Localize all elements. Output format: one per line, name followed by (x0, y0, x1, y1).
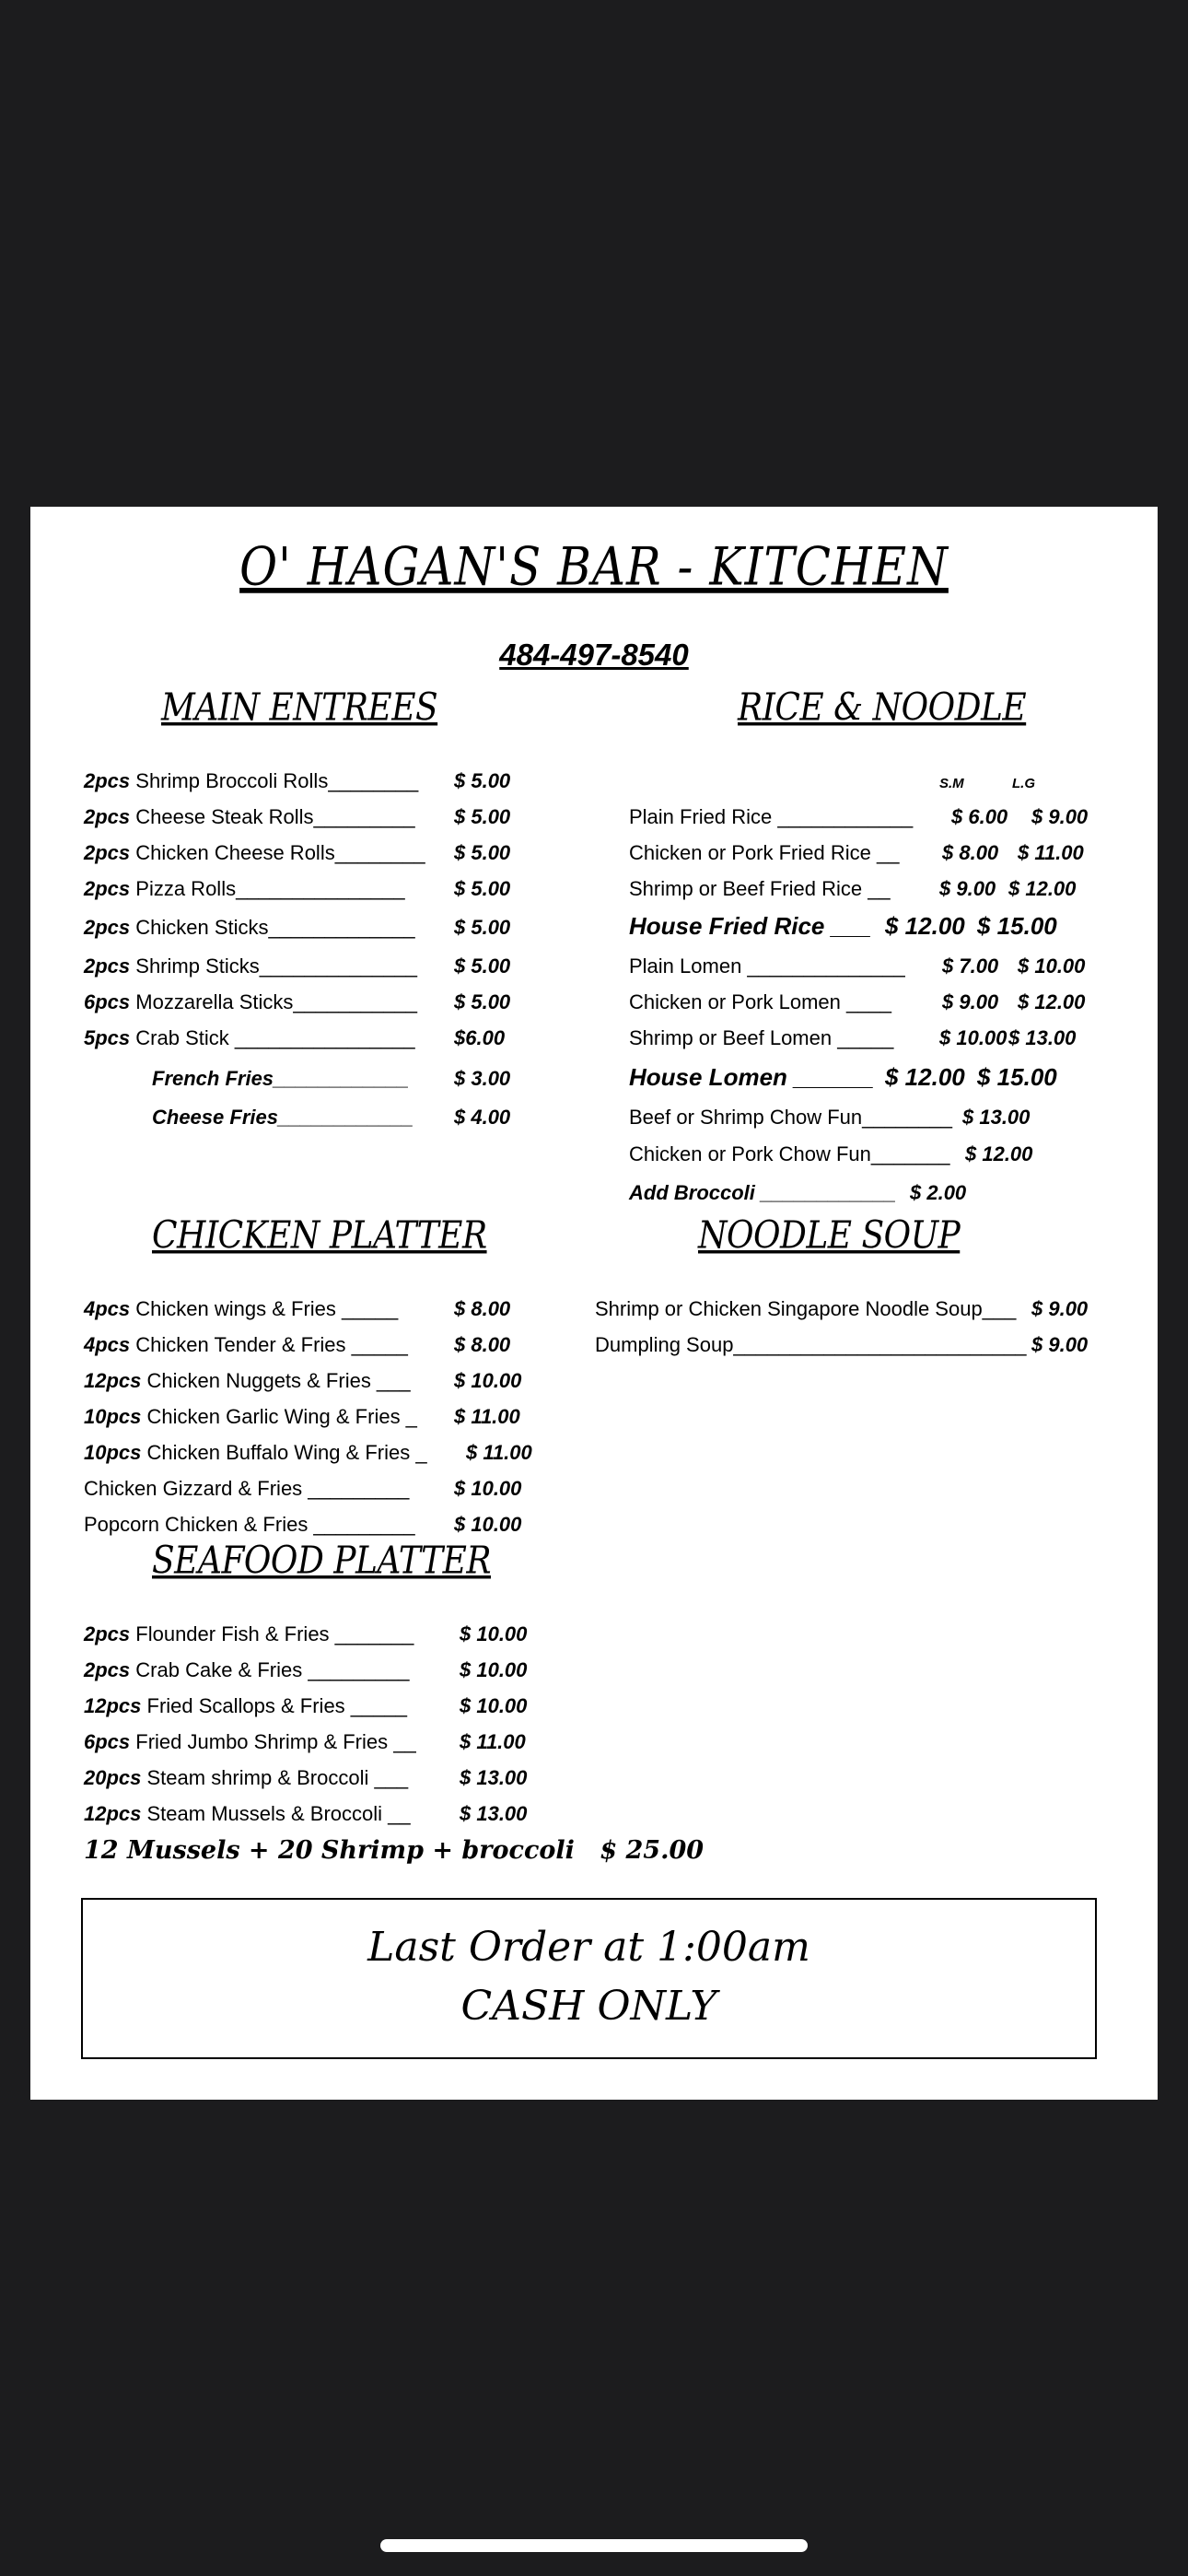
menu-item (84, 805, 511, 829)
item-price: $ 5.00 (454, 805, 511, 828)
item-price-small: $ 10.00 (939, 1026, 1007, 1049)
menu-item (84, 1622, 528, 1646)
item-name: Crab Stick ________________ (130, 1026, 415, 1049)
seafood-platter-heading: SEAFOOD PLATTER (152, 1539, 491, 1584)
menu-item (84, 877, 511, 901)
menu-item (629, 912, 1057, 940)
item-name: Steam shrimp & Broccoli ___ (141, 1766, 409, 1789)
menu-item (629, 1063, 1057, 1091)
item-price-small: $ 9.00 (942, 990, 999, 1013)
home-indicator[interactable] (380, 2539, 808, 2552)
item-qty: 20pcs (84, 1766, 142, 1789)
item-name: Shrimp Sticks______________ (130, 954, 418, 978)
item-name: Chicken Sticks_____________ (130, 916, 415, 939)
item-price: $ 13.00 (962, 1106, 1031, 1129)
rice-noodle-heading: RICE & NOODLE (738, 685, 1027, 731)
item-name: Chicken wings & Fries _____ (130, 1297, 399, 1320)
menu-item (84, 1026, 506, 1050)
item-price: $ 12.00 (965, 1142, 1033, 1165)
item-price-small: $ 6.00 (951, 805, 1008, 828)
item-qty: 5pcs (84, 1026, 131, 1049)
item-price: $ 8.00 (454, 1297, 511, 1320)
item-price-large: $ 10.00 (1018, 954, 1086, 978)
menu-item (595, 1297, 1089, 1321)
item-qty: 10pcs (84, 1441, 142, 1464)
item-name: Steam Mussels & Broccoli __ (141, 1802, 411, 1825)
combo-name: 12 Mussels + 20 Shrimp + broccoli (84, 1836, 575, 1865)
item-name: Shrimp Broccoli Rolls________ (130, 769, 419, 792)
menu-item (629, 805, 1089, 829)
menu-item (152, 1067, 511, 1091)
item-price-small: $ 7.00 (942, 954, 999, 978)
item-price: $ 5.00 (454, 769, 511, 792)
item-price: $ 9.00 (1031, 1333, 1089, 1356)
item-price: $ 4.00 (454, 1106, 511, 1129)
item-name: Chicken Nuggets & Fries ___ (141, 1369, 411, 1392)
menu-item (84, 1766, 528, 1790)
item-name: Crab Cake & Fries _________ (130, 1658, 410, 1681)
menu-item (84, 841, 511, 865)
item-name: Chicken Cheese Rolls________ (130, 841, 425, 864)
menu-item (84, 1405, 520, 1429)
item-name: House Fried Rice ___ (629, 912, 871, 940)
item-price: $ 11.00 (454, 1405, 520, 1428)
item-price: $ 10.00 (460, 1658, 528, 1681)
item-price: $ 11.00 (460, 1730, 526, 1753)
item-name: Shrimp or Beef Lomen _____ (629, 1026, 894, 1049)
size-large-label: L.G (1012, 776, 1035, 791)
item-name: Chicken or Pork Lomen ____ (629, 990, 891, 1013)
item-name: Chicken Buffalo Wing & Fries _ (141, 1441, 427, 1464)
item-name: Chicken Garlic Wing & Fries _ (141, 1405, 417, 1428)
item-price: $ 10.00 (454, 1477, 522, 1500)
menu-item (84, 990, 511, 1014)
item-price-small: $ 9.00 (939, 877, 996, 900)
menu-item (595, 1333, 1089, 1357)
menu-item (84, 1802, 528, 1826)
item-price: $ 10.00 (454, 1369, 522, 1392)
item-name: Popcorn Chicken & Fries _________ (84, 1513, 415, 1536)
item-price: $ 9.00 (1031, 1297, 1089, 1320)
item-qty: 2pcs (84, 954, 131, 978)
menu-item (84, 1477, 522, 1501)
item-name: Shrimp or Beef Fried Rice __ (629, 877, 891, 900)
item-name: Chicken or Pork Chow Fun_______ (629, 1142, 950, 1165)
footer-notice (81, 1898, 1097, 2059)
menu-item (629, 1181, 967, 1205)
item-qty: 6pcs (84, 990, 131, 1013)
item-price: $ 8.00 (454, 1333, 511, 1356)
item-price-large: $ 15.00 (977, 912, 1057, 940)
item-price: $ 13.00 (460, 1802, 528, 1825)
item-name: Fried Jumbo Shrimp & Fries __ (130, 1730, 416, 1753)
last-order-text: Last Order at 1:00am (367, 1924, 810, 1971)
item-price-large: $ 11.00 (1018, 841, 1084, 864)
menu-item (84, 769, 511, 793)
menu-item (84, 1441, 532, 1465)
item-name: Chicken Tender & Fries _____ (130, 1333, 408, 1356)
item-price: $ 10.00 (460, 1622, 528, 1645)
item-name: Cheese Steak Rolls_________ (130, 805, 415, 828)
item-price-large: $ 15.00 (977, 1063, 1057, 1091)
item-qty: 2pcs (84, 841, 131, 864)
item-qty: 2pcs (84, 916, 131, 939)
menu-item (84, 916, 511, 940)
item-price: $ 3.00 (454, 1067, 511, 1090)
item-name: Fried Scallops & Fries _____ (141, 1694, 407, 1717)
item-qty: 2pcs (84, 805, 131, 828)
item-qty: 12pcs (84, 1694, 142, 1717)
menu-item (629, 841, 1084, 865)
item-name: Mozzarella Sticks___________ (130, 990, 418, 1013)
size-small-label: S.M (939, 776, 964, 791)
item-price: $ 11.00 (466, 1441, 532, 1464)
menu-item (152, 1106, 511, 1130)
item-name: Chicken Gizzard & Fries _________ (84, 1477, 410, 1500)
item-price-large: $ 9.00 (1031, 805, 1089, 828)
item-price-small: $ 12.00 (885, 912, 965, 940)
menu-item (629, 954, 1086, 978)
menu-item (84, 1297, 511, 1321)
item-name: House Lomen ______ (629, 1063, 874, 1091)
item-price: $ 5.00 (454, 954, 511, 978)
item-qty: 2pcs (84, 1622, 131, 1645)
menu-item (84, 1694, 528, 1718)
item-price: $ 5.00 (454, 841, 511, 864)
menu-title: O' HAGAN'S BAR - KITCHEN (239, 535, 949, 598)
item-qty: 12pcs (84, 1802, 142, 1825)
menu-item (84, 954, 511, 978)
item-name: Add Broccoli ____________ (629, 1181, 896, 1204)
item-qty: 10pcs (84, 1405, 142, 1428)
item-name: Plain Lomen ______________ (629, 954, 905, 978)
item-qty: 2pcs (84, 769, 131, 792)
combo-price: $ 25.00 (600, 1836, 705, 1865)
item-price-small: $ 8.00 (942, 841, 999, 864)
menu-item (84, 1730, 526, 1754)
item-price: $ 2.00 (910, 1181, 967, 1204)
item-name: Chicken or Pork Fried Rice __ (629, 841, 900, 864)
combo-item (84, 1836, 704, 1865)
menu-item (629, 990, 1086, 1014)
menu-sheet (30, 507, 1158, 2100)
item-name: Plain Fried Rice ____________ (629, 805, 914, 828)
item-qty: 2pcs (84, 877, 131, 900)
cash-only-text: CASH ONLY (460, 1983, 717, 2030)
menu-item (84, 1513, 522, 1537)
item-price-large: $ 12.00 (1008, 877, 1077, 900)
item-qty: 4pcs (84, 1333, 131, 1356)
item-name: Shrimp or Chicken Singapore Noodle Soup___ (595, 1297, 1017, 1320)
main-entrees-heading: MAIN ENTREES (161, 685, 438, 731)
item-name: Pizza Rolls_______________ (130, 877, 405, 900)
item-price: $ 13.00 (460, 1766, 528, 1789)
item-name: Beef or Shrimp Chow Fun________ (629, 1106, 952, 1129)
phone-number: 484-497-8540 (499, 638, 689, 672)
menu-item (629, 877, 1077, 901)
item-name: Cheese Fries____________ (152, 1106, 413, 1129)
item-price-large: $ 13.00 (1008, 1026, 1077, 1049)
item-price-large: $ 12.00 (1018, 990, 1086, 1013)
noodle-soup-heading: NOODLE SOUP (698, 1213, 961, 1259)
item-price: $ 10.00 (454, 1513, 522, 1536)
item-name: French Fries____________ (152, 1067, 409, 1090)
item-price: $ 10.00 (460, 1694, 528, 1717)
item-price: $ 5.00 (454, 877, 511, 900)
chicken-platter-heading: CHICKEN PLATTER (152, 1213, 487, 1259)
item-name: Flounder Fish & Fries _______ (130, 1622, 414, 1645)
item-qty: 6pcs (84, 1730, 131, 1753)
item-price: $ 5.00 (454, 990, 511, 1013)
item-price: $6.00 (454, 1026, 506, 1049)
item-qty: 12pcs (84, 1369, 142, 1392)
item-name: Dumpling Soup__________________________ (595, 1333, 1027, 1356)
menu-item (629, 1026, 1077, 1050)
item-qty: 2pcs (84, 1658, 131, 1681)
menu-item (629, 1142, 1033, 1166)
menu-item (629, 1106, 1031, 1130)
menu-item (84, 1369, 522, 1393)
item-price: $ 5.00 (454, 916, 511, 939)
menu-item (84, 1658, 528, 1682)
menu-item (84, 1333, 511, 1357)
item-price-small: $ 12.00 (885, 1063, 965, 1091)
item-qty: 4pcs (84, 1297, 131, 1320)
